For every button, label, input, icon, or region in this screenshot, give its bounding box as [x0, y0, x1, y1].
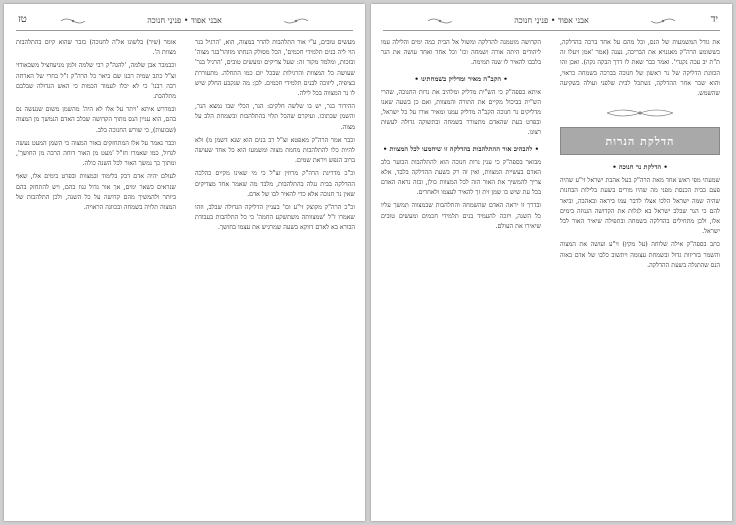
paragraph: איתא בספה"ק כי הש"ית מדליק ומלהיב את נרות החנוכה, שהרי הש"ית בביכול מקיים את התורה והמצוות, ואם כן בשעה שאנו מדליקים נר חנוכה הקב"ה מדליק עמנו ומאיר אורו על כל ישראל, ובפרט בעת שהאדם מתעורר בשמחה ובתשוקה גדולה לעשות רצונו. — [381, 88, 541, 137]
header-ornament-icon — [60, 17, 86, 25]
text-column-right — [195, 38, 355, 507]
page-number: יד — [710, 14, 718, 25]
paragraph: וכ"כ הרה"ק מקוצק זי"ע וכו' בעניין הדליקה הגדולה שבלב, וזהו שאמרו ז"ל 'שמצוותה משתשקע החמה' כי כל התלהבות בעבודת הבורא בא לאדם דווקא בשעה שמרגיש את עצמו בחושך. — [195, 204, 355, 232]
paragraph: וכבר נאמר על אלו המתחזקים באור המצוה כי השמן המעט נעשה לגדול, כמו שאמרו חז"ל 'מעט מן האור דוחה הרבה מן החושך', ומתוך כך נמשך האור לכל השנה כולה. — [16, 139, 176, 168]
paragraph: וכבר אמר הרה"ק מאפטא זצ"ל רב בנים הוא שנא דשמן מ) ולא להיות כלו להתלהבות מחמת מצוה ומשמעו הוא כל אחד שעושה ברוב הנפש ויראת שמים. — [195, 136, 355, 165]
header-ornament-icon — [650, 17, 676, 25]
subheading: • להבהיב אור ההתלהבות בהדלקה זו שיחמעו לכל המצוות • — [382, 144, 539, 153]
running-title: אבני אפוד • פנינֵי חנוכה — [514, 16, 589, 25]
paragraph: את גודל המשמעות של הנס, וכל מהם על אחד ברכה בהדלקה, כששומע הרה"ק מאגנויא את הבריכה, נענה (אמר 'אמן ויעלו זה ת"ת יב עכה נקגדי'. ואמר כבר שאת לו דרך הבקה נקה). ואכן זהו הכוונת הדליקה של נר ראשון של חנוכה בברכה בשמחה כראוי, והוא שכר אחר ההדלקה, נשתכל לבית שלפני ועולה בשקיעה שהשמש. — [560, 39, 720, 98]
paragraph: כתב בספה"ק אילה שלוחה (על מקץ) זי"ע ועושה את המצוה והשמר בזריזות גדול ובשמחת עצומה ויתשוב כלבו של אדם באוה הנס שהתגלה בשעת ההדלקה. — [560, 241, 720, 269]
page-header — [16, 14, 353, 31]
text-column-left — [16, 38, 176, 507]
paragraph: וכ"כ מדריגת הרה"ק מרוזין זצ"ל כי מי שאינו מקיים כהלכה ההדלקה בבית נגלה בהתלהבות, מלבד מה שאמר אחד מצדיקים שאין נר חנוכה אלא כדי להאיר לבו של אדם. — [195, 170, 355, 198]
paragraph: ההידור בנר, יש בו שלשה חלקים: הנר, הכלי שבו נמצא הנר, והשמן שבתוכו. ועיקרם שהכל תלוי בהתלהבות ובשמחת הלב על מצוה. — [195, 103, 355, 131]
header-ornament-icon — [283, 17, 309, 25]
paragraph: ובמדרש איתא 'ויתר על אלו לא היה' מהשמן משום שנעשה נס בהם, הוא עניין הנס מתוך הקדושה שבלב האדם הנמשך מן המצוה (שבועות), כי שורש החנוכה בלב. — [16, 106, 176, 134]
page-left — [4, 4, 365, 521]
subheading: • הקב"ה מאיר ומדליק בשמחתינו • — [414, 74, 508, 83]
subheading: • הדלקת נר חנוכה • — [612, 163, 668, 172]
paragraph: מבואר בספה"ק כי ענין נרות חנוכה הוא להתלהבות הבוער בלב האדם בעשיית המצוות, ואין זה רק בשעת ההדלקה בלבד, אלא צריך להמשיך את האור הזה לכל המצוות כולן, ובזה נראה האדם בכל עת שיש בו שמן זית זך להאיר לעצמו ולאחרים. — [381, 158, 541, 197]
paragraph: אומר (שיר) בלשונו אל'ה לחנוכה) כזבר שהוא קיום בהתלהבות מצוות ה'. — [16, 39, 176, 57]
section-heading: הדלקת הנרות — [605, 134, 675, 148]
paragraph: מעשים טובים, ע"י אור התלהבות להדר במצוה, הוא, 'הרגיל בנר הוי ליה בנים תלמידי חכמים', הכל מסולק הנחתו מזוהר'בגר מצוה' ובזכות, ומלמד מקור זה: שעל צדיקים ומעשים טובים, 'הרגיל בנר' שעושה כל המצוות והרגילות שבכל יום כמו התחלה. מתעוררת בציפיה, ליזוכה לבנים תלמידי חכמים. לכן: מה שנקבע החלק שיש לו נר המצווה בכל לילה. — [195, 39, 355, 98]
paragraph: וכבמבר אבן שלמה, 'להגה"ק רבי שלמה זלמן מניעחציל משכאודזי זצ"ל כתב שמיה רבנו שם ביאר כל הרה"ק ז"ל בחרי של הארחה רבה רבנו' כי לא יכלו לעמוד הכמות כי האש הגדולה שבלבם מתלהבת. — [16, 62, 176, 101]
page-number: טז — [18, 14, 27, 25]
running-title: אבני אפוד • פנינֵי חנוכה — [147, 16, 222, 25]
page-header — [383, 14, 720, 31]
paragraph: שמעתי מפי ראש אחד מאת הרה"ק בעל אהבת ישראל זי"ע שהיה פעם בבית הכנסת מפני מה שהיו מורים בשעת בלילות הבחנות שהיה שמה ישראל הלכו אצלו לדבר עמו ביראה ובאהבה, וביאר להם כי הנר שבלב ישראל בא לגלות את הקדושה הגנוזה בימים אלו, ולכן מתחילים בהדלקה בשמחה ובתפילה שיאיר האור לכל ישראל. — [560, 177, 720, 236]
paragraph: הקדושה מוטמנה להדלקה ומשול אל הבית כמה ימים והלילה עמו ליהודים היתה אורה ושמחה וכו' וכל אחד ואחד עושה את הנר בלבבו להאיר לו שנה תמימה. — [381, 39, 541, 67]
text-column-left — [381, 38, 541, 507]
paragraph: ובדרך זו יראה האדם שהשמחה והתלהבות שבמצווה תמשך עליו כל השנה, ויזכה להעמיד בנים תלמידי חכמים ומעשים טובים שיאירו את העולם. — [381, 202, 541, 230]
page-right — [371, 4, 732, 521]
text-column-right — [560, 38, 720, 507]
section-heading-box — [560, 127, 720, 155]
paragraph: לעולם יהיה אדם דבק בלימוד ובמצוות ובפרט בימים אלו, שאף שנראים כשאר ימים, אך אור גדול גנוז בהם, ויש להתחזק בהם ביותר ולהמשיך מהם קדושה על כל השנה, ולכן התלהבות של המצוה תלויה בשמחה ובכוונה הראויה. — [16, 173, 176, 212]
section-ornament-icon — [560, 107, 720, 119]
header-ornament-icon — [427, 17, 453, 25]
